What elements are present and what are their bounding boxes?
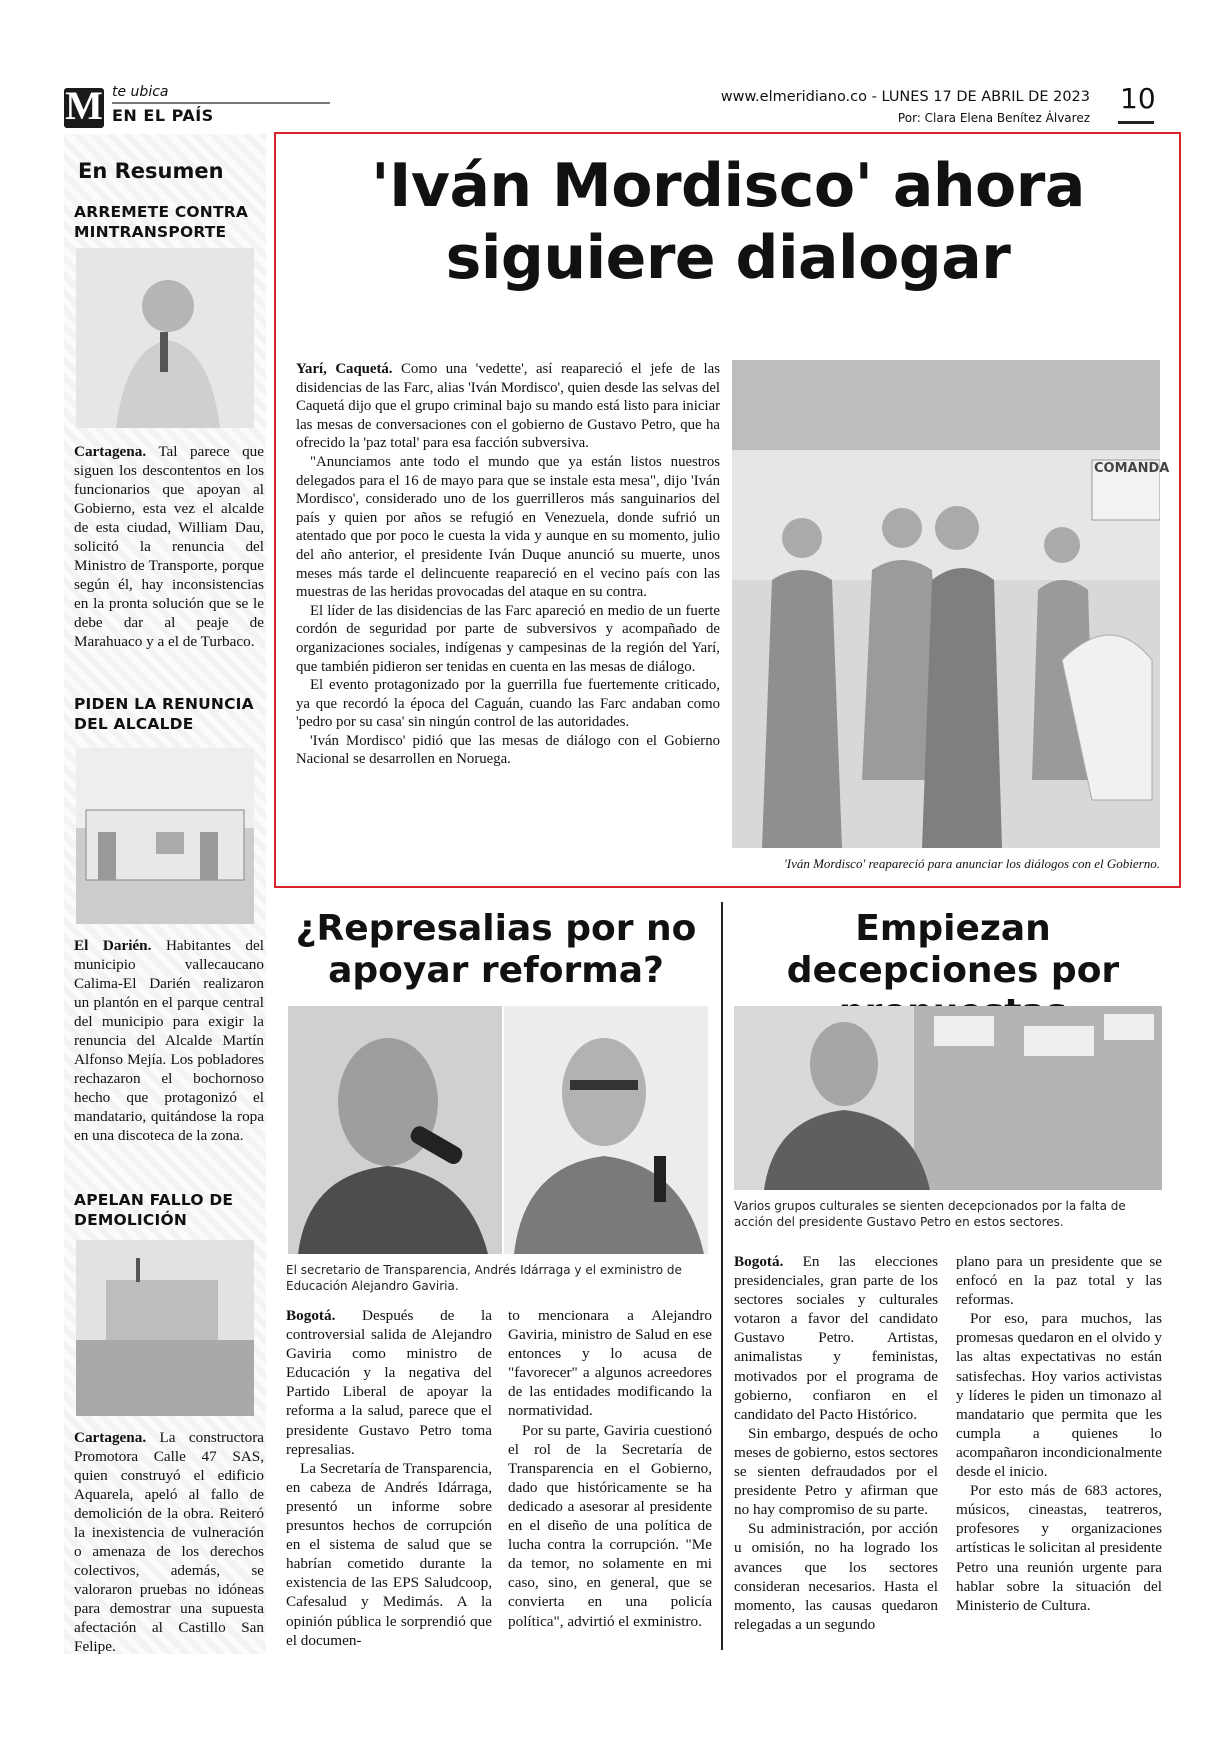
paragraph: Sin embargo, después de ocho meses de gobierno, estos sectores se sienten defraudados por el presidente Petro y afirman que no hay compromiso de su parte. — [734, 1424, 938, 1519]
story3-headline: Empiezan decepciones por — [786, 908, 1120, 991]
main-story-body — [296, 360, 720, 769]
paragraph: to mencionara a Alejandro Gaviria, ministro de Salud en ese entonces y lo acusa de "favorecer" a algunos acreedores de las entidades modificando la normatividad. — [508, 1307, 712, 1420]
section-kicker: te ubica — [112, 84, 169, 100]
author-byline: Por: Clara Elena Benítez Álvarez — [897, 111, 1090, 125]
paragraph: El evento protagonizado por la guerrilla fue fuertemente criticado, ya que recordó la época del Caguán, cuando las Farc andaban como 'pedro por su casa' sin ningún control de las autoridades. — [296, 677, 720, 731]
paragraph: Bogotá. Después de la controversial salida de Alejandro Gaviria como ministro de Educación y la negativa del Partido Liberal de apoyar la reforma a la salud, parece que el presidente Gustavo Petro toma represalias. — [286, 1307, 492, 1458]
column-divider — [721, 902, 723, 1650]
paragraph: plano para un presidente que se enfocó en la paz total y las reformas. — [956, 1253, 1162, 1309]
dateline: www.elmeridiano.co - LUNES 17 DE ABRIL DE 2023 — [720, 89, 1090, 105]
logo-letter: M — [65, 83, 103, 128]
sidebar-text — [74, 442, 264, 651]
story2-column-1 — [286, 1306, 492, 1650]
sidebar-heading: ARREMETE CONTRA MINTRANSPORTE — [74, 203, 249, 241]
dateline-lead: Bogotá. — [286, 1307, 336, 1324]
story2-photo-right — [504, 1006, 708, 1254]
sidebar-heading: APELAN FALLO DE DEMOLICIÓN — [74, 1191, 234, 1229]
sidebar-photo-town — [76, 748, 254, 924]
paragraph: "Anunciamos ante todo el mundo que ya están listos nuestros delegados para el 16 de mayo para que se instale esta mesa", dijo 'Iván Mordisco', considerado uno de los guerrilleros más sanguinarios del país y quien por años se refugió en Venezuela, donde sufrió un atentado que por poco le cuesta la vida y aunque en su momento, julio del año anterior, el presidente Iván Duque anunció su muerte, unos meses más tarde el delincuente reapareció en el vecino país con las muestras de las heridas provocadas del ataque en su contra. — [296, 453, 720, 601]
sidebar-text — [74, 1428, 264, 1656]
sidebar-body: La constructora Promotora Calle 47 SAS, quien construyó el edificio Aquarela, apeló al fallo de demolición de la obra. Reiteró la inexistencia de vulneración o amenaza de los derechos colectivos, además, se valoraron pruebas no idóneas para demostrar una supuesta afectación al Castillo San Felipe. — [74, 1429, 264, 1655]
story2-caption: El secretario de Transparencia, Andrés Idárraga y el exministro de Educación Alejandro Gaviria. — [286, 1263, 682, 1293]
paragraph: Yarí, Caquetá. Como una 'vedette', así reapareció el jefe de las disidencias de las Farc, alias 'Iván Mordisco', quien desde las selvas del Caquetá dijo que el grupo criminal bajo su mando está listo para iniciar las mesas de conversaciones con el gobierno de Gustavo Petro, que ha ofrecido la 'paz total' para esa facción subversiva. — [296, 361, 720, 452]
main-headline: 'Iván Mordisco' ahora siguiere dialogar — [371, 151, 1085, 293]
paragraph: Por esto más de 683 actores, músicos, cineastas, teatreros, profesores y organizaciones artísticas le solicitan al presidente Petro una reunión urgente para hablar sobre la situación del Ministerio de Cultura. — [956, 1482, 1162, 1614]
paragraph: La Secretaría de Transparencia, en cabeza de Andrés Idárraga, presentó un informe sobre presuntos hechos de corrupción en el sistema de salud que se habrían cometido durante la existencia de las EPS Saludcoop, Cafesalud y Medimás. A la opinión pública le sorprendió que el documen- — [286, 1459, 492, 1649]
page-number-underline — [1118, 121, 1154, 124]
story3-column-1 — [734, 1252, 938, 1634]
story2-column-2 — [508, 1306, 712, 1631]
header-rule — [112, 102, 330, 104]
main-photo-caption: 'Iván Mordisco' reapareció para anunciar los diálogos con el Gobierno. — [783, 856, 1160, 871]
paragraph: Bogotá. En las elecciones presidenciales, gran parte de los sectores sociales y culturales votaron a favor del candidato Gustavo Petro. Artistas, animalistas y feministas, motivados por el programa de gobierno, confiaron en el candidato del Pacto Histórico. — [734, 1253, 938, 1423]
paragraph: Su administración, por acción u omisión, no ha logrado los avances que los sectores consideran necesarios. Hasta el momento, las causas quedaron relegadas a un segundo — [734, 1520, 938, 1633]
sidebar-photo-official — [76, 248, 254, 428]
page-number: 10 — [1120, 82, 1156, 115]
sidebar-photo-building — [76, 1240, 254, 1416]
story2-photo-left — [288, 1006, 502, 1254]
sidebar-title: En Resumen — [78, 159, 224, 183]
main-photo-sign: COMANDA — [1094, 461, 1170, 476]
paragraph: Por eso, para muchos, las promesas quedaron en el olvido y las altas expectativas no están satisfechas. Hoy varios activistas y líderes le piden un timonazo al mandatario que permita que les cumpla a quienes lo acompañaron incondicionalmente desde el inicio. — [956, 1310, 1162, 1481]
paragraph: El líder de las disidencias de las Farc apareció en medio de un fuerte cordón de seguridad por parte de subversivos y acompañado de organizaciones sociales, indígenas y campesinas de la región del Yarí, que también pidieron ser tenidas en cuenta en las mesas de diálogo. — [296, 602, 720, 675]
dateline-lead: Bogotá. — [734, 1253, 784, 1270]
story3-photo — [734, 1006, 1162, 1190]
sidebar-lead: Cartagena. — [74, 1429, 147, 1446]
sidebar-text — [74, 936, 264, 1145]
paragraph: 'Iván Mordisco' pidió que las mesas de diálogo con el Gobierno Nacional se desarrollen en Noruega. — [296, 732, 720, 768]
story3-caption: Varios grupos culturales se sienten decepcionados por la falta de acción del presidente Gustavo Petro en estos sectores. — [734, 1199, 1126, 1229]
sidebar-body: Habitantes del municipio vallecaucano Calima-El Darién realizaron un plantón en el parque central del municipio para exigir la renuncia del Alcalde Martín Alfonso Mejía. Los pobladores rechazaron el bochornoso hecho que protagonizó el mandatario, quitándose la ropa en una discoteca de la zona. — [74, 937, 264, 1144]
sidebar-lead: Cartagena. — [74, 443, 147, 460]
sidebar-lead: El Darién. — [74, 937, 152, 954]
sidebar-body: Tal parece que siguen los descontentos en los funcionarios que apoyan al Gobierno, esta vez el alcalde de esta ciudad, William Dau, solicitó la renuncia del Ministro de Transporte, porque según él, hay inconsistencias en la pronta solución que se le debe dar al peaje de Marahuaco y a el de Turbaco. — [74, 443, 264, 650]
sidebar-heading: PIDEN LA RENUNCIA DEL ALCALDE — [74, 695, 254, 733]
section-name: EN EL PAÍS — [112, 106, 214, 125]
story3-column-2 — [956, 1252, 1162, 1615]
dateline-lead: Yarí, Caquetá. — [296, 361, 393, 377]
story2-headline: ¿Represalias por no apoyar reforma? — [295, 908, 697, 991]
paragraph: Por su parte, Gaviria cuestionó el rol de la Secretaría de Transparencia en el Gobierno, dado que históricamente se ha dedicado a asesorar al presidente en el diseño de una política de lucha contra la corrupción. "Me da temor, no solamente en mi caso, sino, en general, que se convierta en una policía política", advirtió el exministro. — [508, 1421, 712, 1630]
main-photo — [732, 360, 1160, 848]
